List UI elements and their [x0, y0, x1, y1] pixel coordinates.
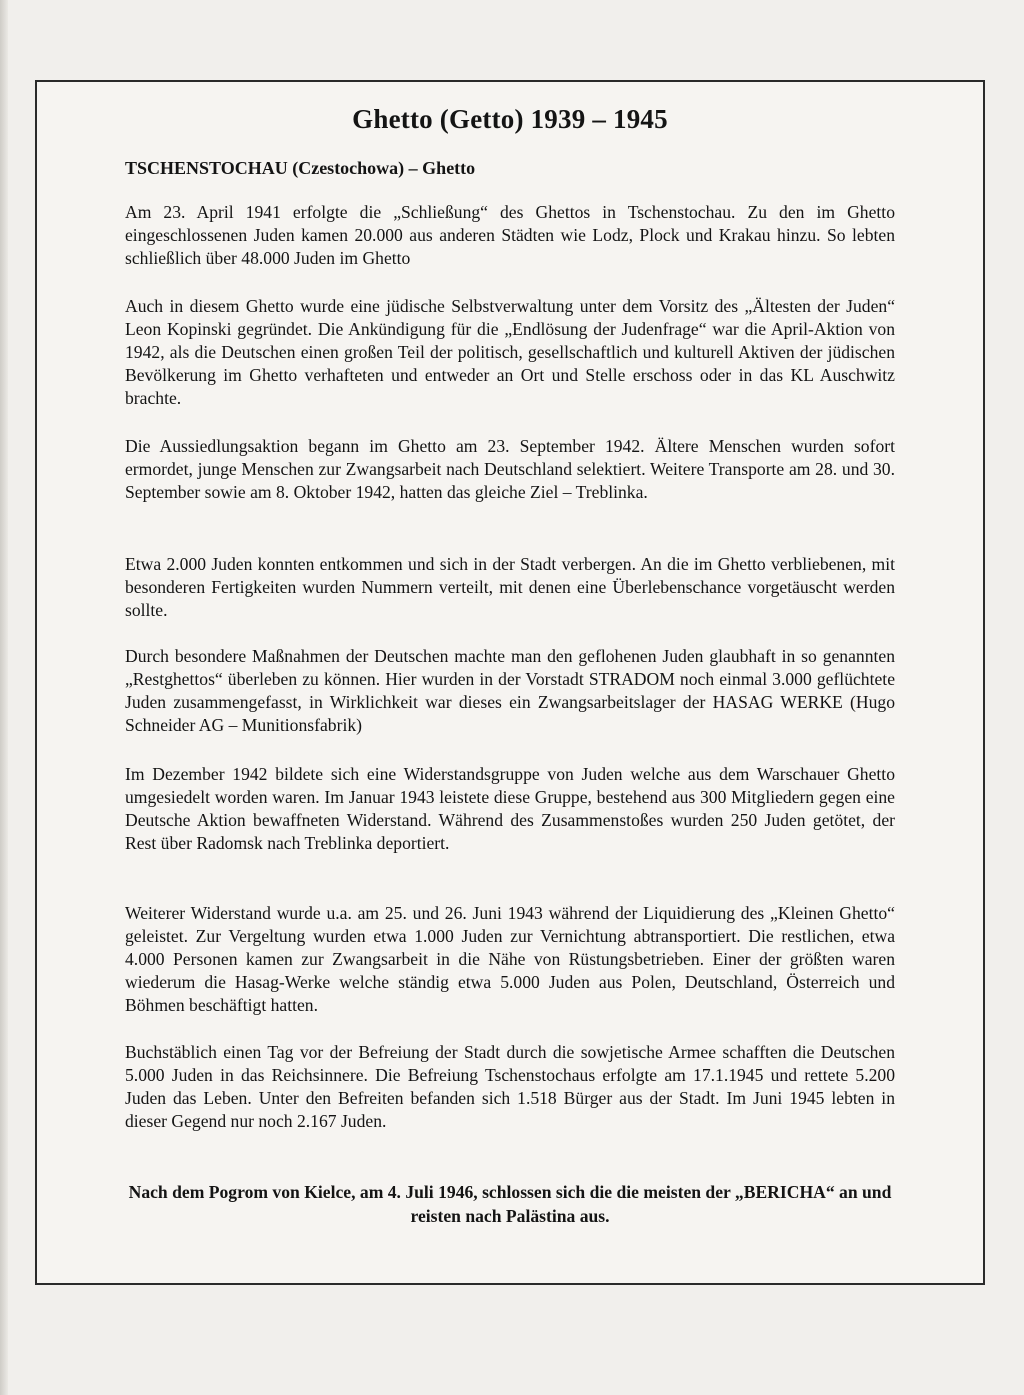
paragraph-4: Etwa 2.000 Juden konnten entkommen und sich in der Stadt verbergen. An die im Ghetto verbliebenen, mit besonderen Fertigkeiten wurden Nummern verteilt, mit denen eine Überlebenschance vorgetäuscht werden sollte.: [125, 554, 895, 620]
document-title: Ghetto (Getto) 1939 – 1945: [352, 104, 668, 134]
paragraph-6: Im Dezember 1942 bildete sich eine Widerstandsgruppe von Juden welche aus dem Warschauer Ghetto umgesiedelt worden waren. Im Januar 1943 leistete diese Gruppe, bestehend aus 300 Mitgliedern gegen eine Deutsche Aktion bewaffneten Widerstand. Während des Zusammenstoßes wurden 250 Juden getötet, der Rest über Radomsk nach Treblinka deportiert.: [125, 764, 895, 853]
paragraph-7: Weiterer Widerstand wurde u.a. am 25. und 26. Juni 1943 während der Liquidierung des „Kleinen Ghetto“ geleistet. Zur Vergeltung wurden etwa 1.000 Juden zur Vernichtung abtransportiert. Die restlichen, etwa 4.000 Personen kamen zur Zwangsarbeit in die Nähe von Rüstungsbetrieben. Einer der größten waren wiederum die Hasag-Werke welche ständig etwa 5.000 Juden aus Polen, Deutschland, Österreich und Böhmen beschäftigt hatten.: [125, 903, 895, 1015]
document-subtitle: TSCHENSTOCHAU (Czestochowa) – Ghetto: [125, 158, 476, 178]
paragraph-3: Die Aussiedlungsaktion begann im Ghetto am 23. September 1942. Ältere Menschen wurden sofort ermordet, junge Menschen zur Zwangsarbeit nach Deutschland selektiert. Weitere Transporte am 28. und 30. September sowie am 8. Oktober 1942, hatten das gleiche Ziel – Treblinka.: [125, 436, 895, 502]
page-edge: [0, 0, 8, 1395]
paragraph-5: Durch besondere Maßnahmen der Deutschen machte man den geflohenen Juden glaubhaft in so genannten „Restghettos“ überleben zu können. Hier wurden in der Vorstadt STRADOM noch einmal 3.000 geflüchtete Juden zusammengefasst, in Wirklichkeit war dieses ein Zwangsarbeitslager der HASAG WERKE (Hugo Schneider AG – Munitionsfabrik): [125, 646, 895, 735]
paragraph-8: Buchstäblich einen Tag vor der Befreiung der Stadt durch die sowjetische Armee schafften die Deutschen 5.000 Juden in das Reichsinnere. Die Befreiung Tschenstochaus erfolgte am 17.1.1945 und rettete 5.200 Juden das Leben. Unter den Befreiten befanden sich 1.518 Bürger aus der Stadt. Im Juni 1945 lebten in dieser Gegend nur noch 2.167 Juden.: [125, 1042, 895, 1131]
paragraph-1: Am 23. April 1941 erfolgte die „Schließung“ des Ghettos in Tschenstochau. Zu den im Ghetto eingeschlossenen Juden kamen 20.000 aus anderen Städten wie Lodz, Plock und Krakau hinzu. So lebten schließlich über 48.000 Juden im Ghetto: [125, 202, 895, 268]
document-frame: [35, 80, 985, 1285]
paragraph-2: Auch in diesem Ghetto wurde eine jüdische Selbstverwaltung unter dem Vorsitz des „Ältesten der Juden“ Leon Kopinski gegründet. Die Ankündigung für die „Endlösung der Judenfrage“ war die April-Aktion von 1942, als die Deutschen einen großen Teil der politisch, gesellschaftlich und kulturell Aktiven der jüdischen Bevölkerung im Ghetto verhafteten und entweder an Ort und Stelle erschoss oder in das KL Auschwitz brachte.: [125, 296, 895, 408]
closing-statement: Nach dem Pogrom von Kielce, am 4. Juli 1946, schlossen sich die die meisten der „BERICHA“ an und reisten nach Palästina aus.: [128, 1182, 892, 1226]
